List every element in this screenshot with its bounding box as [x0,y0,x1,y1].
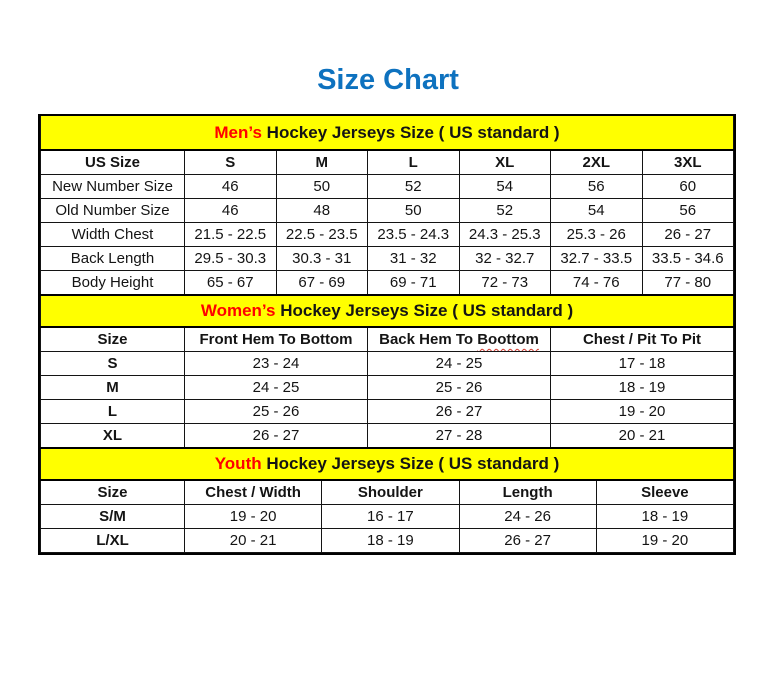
table-cell: 29.5 - 30.3 [185,247,277,271]
table-cell: 74 - 76 [551,271,643,295]
column-header-misspelled [368,327,551,352]
men-section-band [41,116,734,150]
table-cell: 19 - 20 [551,400,734,424]
youth-header-row [41,480,734,505]
column-header: 2XL [551,150,643,175]
table-cell: 23.5 - 24.3 [368,223,460,247]
table-row-women-s [41,352,734,376]
table-cell: 19 - 20 [185,505,322,529]
table-cell: 52 [459,199,551,223]
table-cell: 33.5 - 34.6 [642,247,734,271]
table-cell: 54 [459,175,551,199]
table-cell: 21.5 - 22.5 [185,223,277,247]
table-cell: 26 - 27 [185,424,368,448]
youth-section-band [41,448,734,480]
table-cell: 31 - 32 [368,247,460,271]
table-cell: 19 - 20 [596,529,733,553]
column-header-back-prefix: Back Hem To [379,331,474,348]
table-cell: 23 - 24 [185,352,368,376]
column-header: Sleeve [596,480,733,505]
table-cell: 26 - 27 [368,400,551,424]
table-cell: 69 - 71 [368,271,460,295]
page-title: Size Chart [317,64,459,96]
column-header: S [185,150,277,175]
table-cell: 54 [551,199,643,223]
table-cell: 65 - 67 [185,271,277,295]
women-size-table [40,294,734,448]
table-cell: 56 [551,175,643,199]
table-cell: 52 [368,175,460,199]
column-header: Shoulder [322,480,459,505]
row-label: L/XL [41,529,185,553]
row-label: Old Number Size [41,199,185,223]
column-header: 3XL [642,150,734,175]
table-cell: 24 - 25 [185,376,368,400]
table-cell: 50 [276,175,368,199]
table-cell: 20 - 21 [185,529,322,553]
table-cell: 32.7 - 33.5 [551,247,643,271]
table-cell: 46 [185,199,277,223]
table-row-women-m [41,376,734,400]
table-cell: 46 [185,175,277,199]
table-cell: 77 - 80 [642,271,734,295]
women-band-text: Hockey Jerseys Size ( US standard ) [280,301,574,320]
row-label: New Number Size [41,175,185,199]
table-row-women-l [41,400,734,424]
table-cell: 27 - 28 [368,424,551,448]
column-header: Chest / Pit To Pit [551,327,734,352]
table-cell: 18 - 19 [596,505,733,529]
youth-band-cell [41,448,734,480]
column-header: Size [41,327,185,352]
row-label: Back Length [41,247,185,271]
table-row-youth-sm [41,505,734,529]
table-cell: 17 - 18 [551,352,734,376]
row-label: XL [41,424,185,448]
table-cell: 72 - 73 [459,271,551,295]
table-cell: 16 - 17 [322,505,459,529]
table-row-old-number-size [41,199,734,223]
table-cell: 18 - 19 [322,529,459,553]
table-row-youth-lxl [41,529,734,553]
men-band-text: Hockey Jerseys Size ( US standard ) [266,122,560,142]
table-row-back-length [41,247,734,271]
women-band-highlight: Women’s [200,301,276,320]
table-cell: 50 [368,199,460,223]
row-label: S [41,352,185,376]
column-header: Size [41,480,185,505]
column-header: Chest / Width [185,480,322,505]
women-band-cell [41,295,734,327]
column-header: Front Hem To Bottom [185,327,368,352]
table-cell: 24 - 26 [459,505,596,529]
youth-band-highlight: Youth [214,454,262,473]
men-size-table [40,116,734,295]
column-header: L [368,150,460,175]
table-cell: 67 - 69 [276,271,368,295]
table-cell: 22.5 - 23.5 [276,223,368,247]
row-label: S/M [41,505,185,529]
table-cell: 48 [276,199,368,223]
column-header: M [276,150,368,175]
men-band-highlight: Men’s [214,122,262,142]
table-row-women-xl [41,424,734,448]
row-label: Width Chest [41,223,185,247]
table-cell: 25.3 - 26 [551,223,643,247]
men-header-row [41,150,734,175]
row-label: L [41,400,185,424]
table-cell: 32 - 32.7 [459,247,551,271]
table-row-body-height [41,271,734,295]
table-cell: 25 - 26 [185,400,368,424]
row-label: M [41,376,185,400]
table-cell: 20 - 21 [551,424,734,448]
table-row-new-number-size [41,175,734,199]
table-cell: 30.3 - 31 [276,247,368,271]
youth-band-text: Hockey Jerseys Size ( US standard ) [266,454,560,473]
column-header: Length [459,480,596,505]
size-chart [38,114,736,555]
table-cell: 18 - 19 [551,376,734,400]
table-cell: 26 - 27 [459,529,596,553]
men-band-cell [41,116,734,150]
table-cell: 26 - 27 [642,223,734,247]
table-cell: 60 [642,175,734,199]
youth-size-table [40,447,734,553]
table-cell: 25 - 26 [368,376,551,400]
row-label: Body Height [41,271,185,295]
table-row-width-chest [41,223,734,247]
women-header-row [41,327,734,352]
table-cell: 24.3 - 25.3 [459,223,551,247]
table-cell: 56 [642,199,734,223]
column-header-back-word: Boottom [477,331,539,348]
column-header: US Size [41,150,185,175]
column-header: XL [459,150,551,175]
table-cell: 24 - 25 [368,352,551,376]
women-section-band [41,295,734,327]
